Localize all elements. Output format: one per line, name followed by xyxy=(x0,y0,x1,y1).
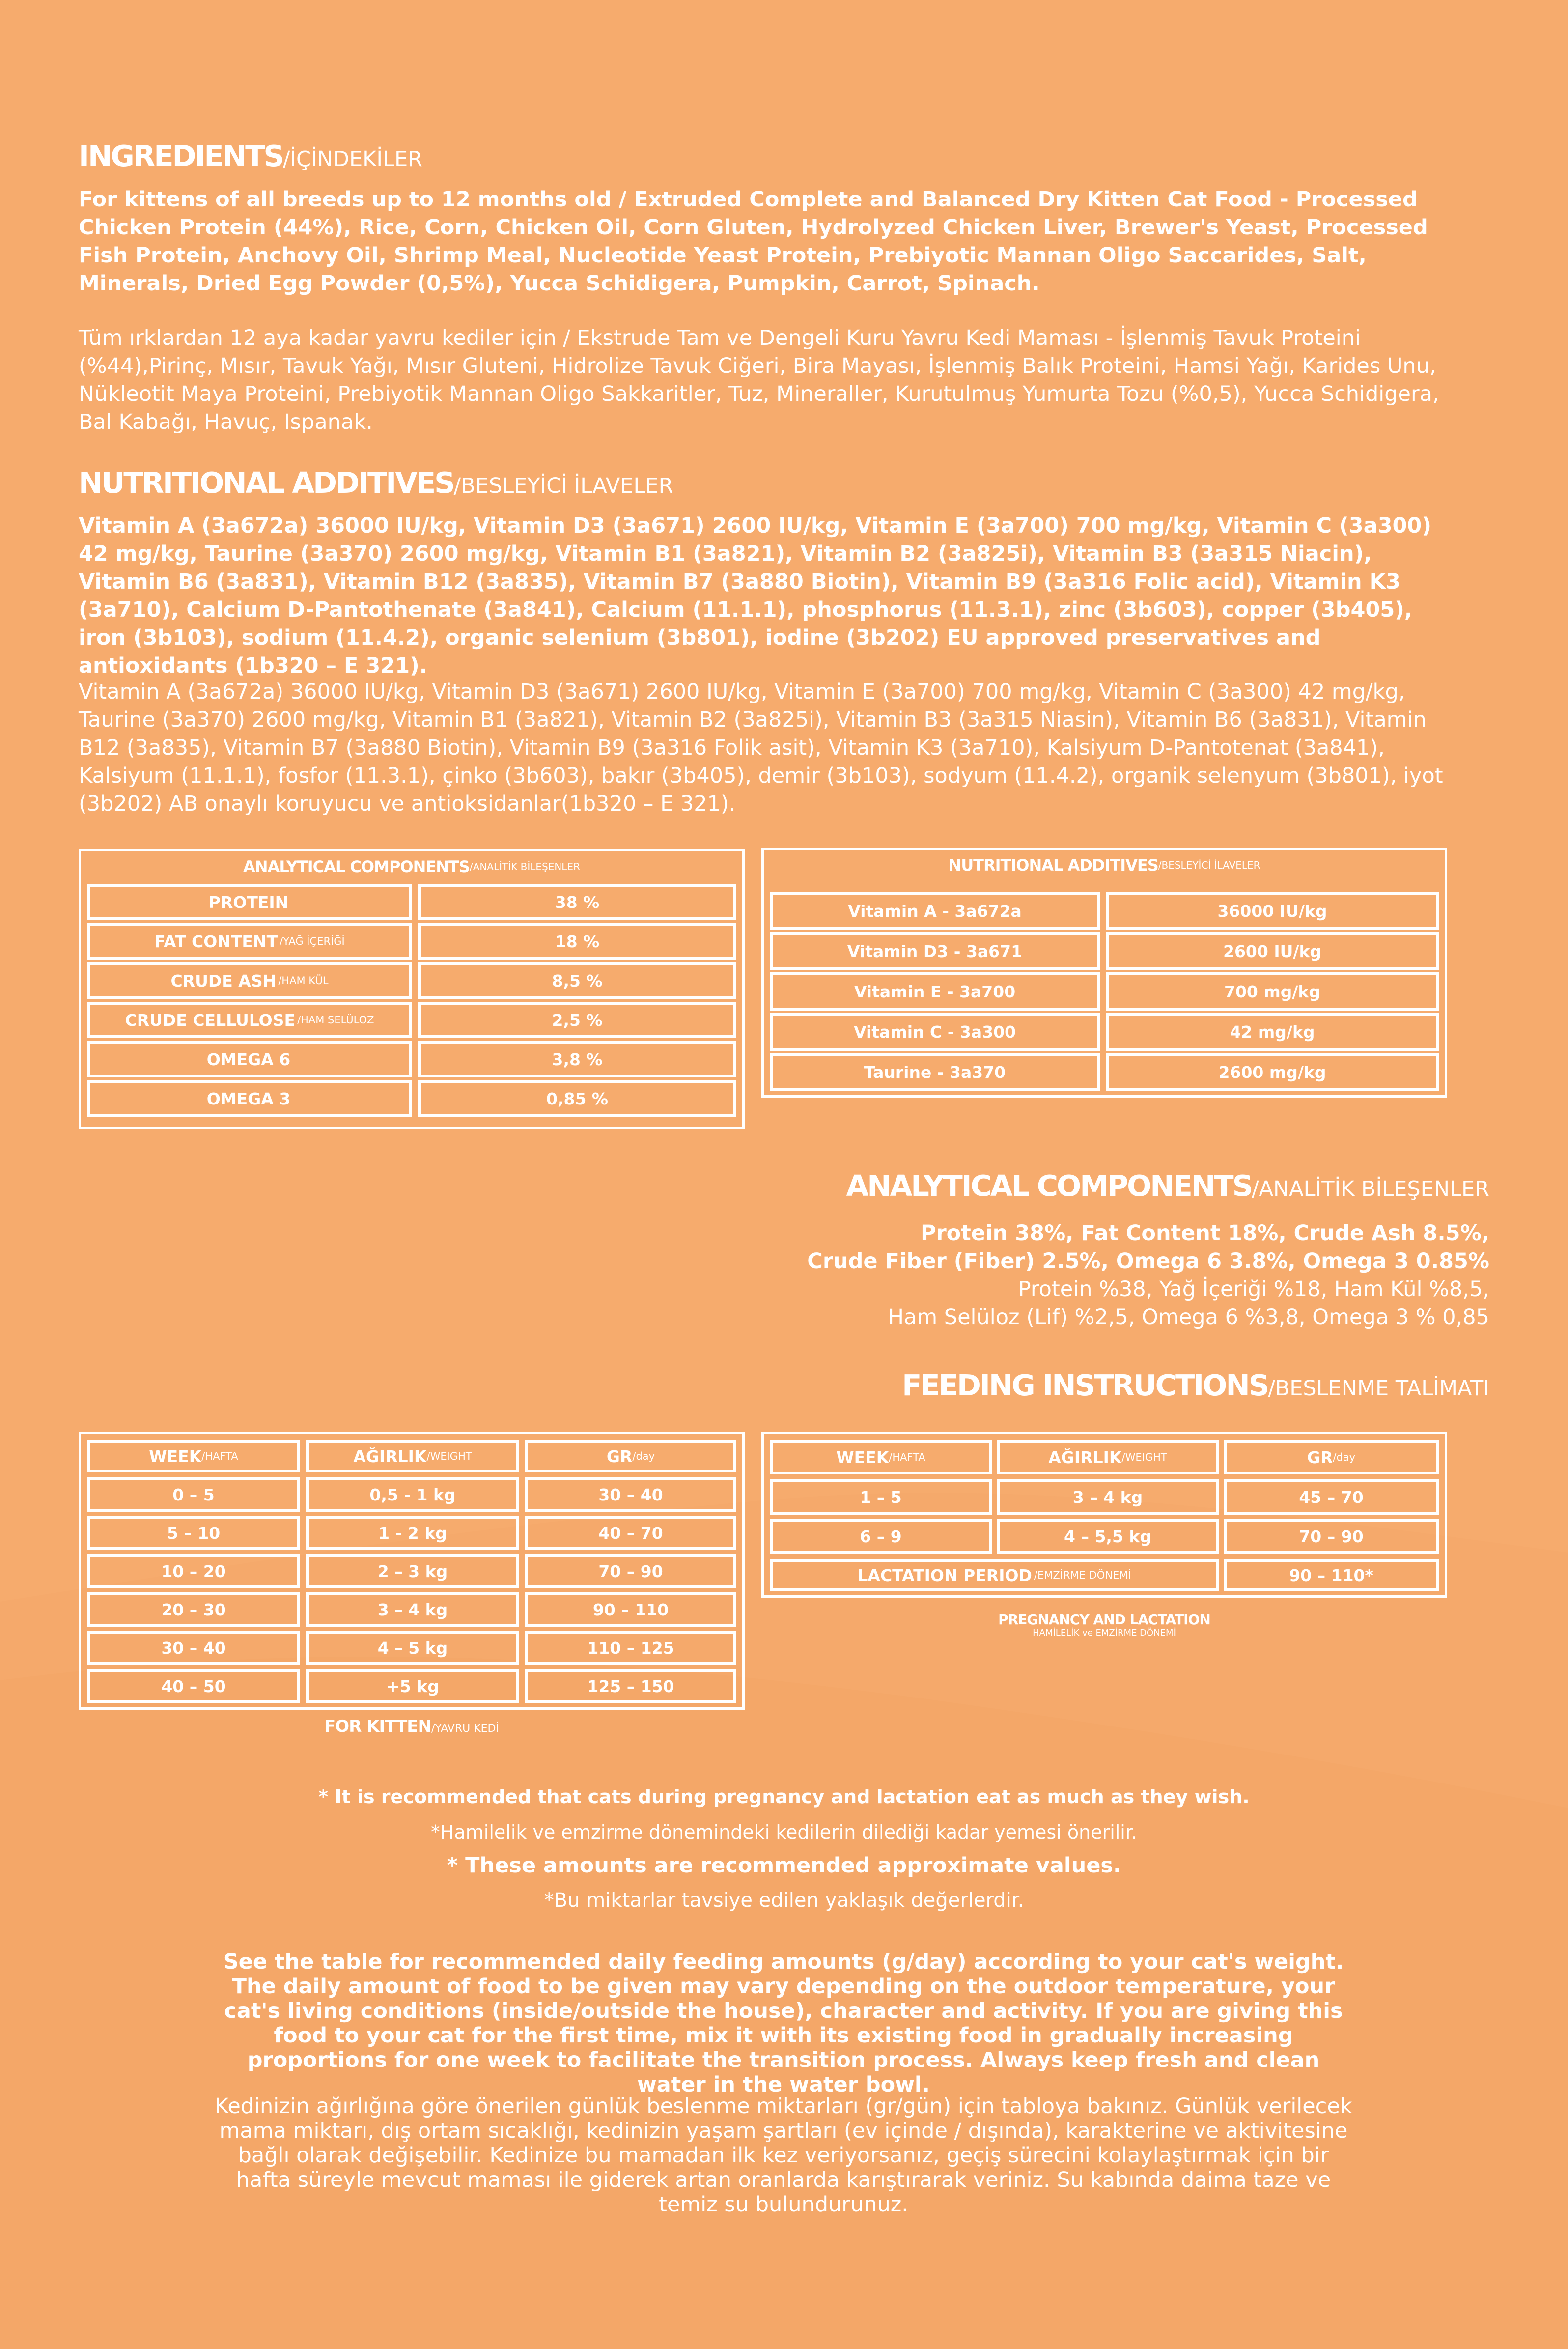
analytical-table-title-tr: /ANALİTİK BİLEŞENLER xyxy=(469,861,580,873)
kitten-row-weight: 1 - 2 kg xyxy=(306,1516,519,1550)
additives-text-en: Vitamin A (3a672a) 36000 IU/kg, Vitamin D3 (3a671) 2600 IU/kg, Vitamin E (3a700) 700 mg/kg, Vitamin C (3a300) 42 mg/kg, Taurine (3a370) 2600 mg/kg, Vitamin B1 (3a821), Vitamin B2 (3a825i), Vitamin B3 (3a315 Niacin), Vitamin B6 (3a831), Vitamin B12 (3a835), Vitamin B7 (3a880 Biotin), Vitamin B9 (3a316 Folic acid), Vitamin K3 (3a710), Calcium D-Pantothenate (3a841), Calcium (11.1.1), phosphorus (11.3.1), zinc (3b603), copper (3b405), iron (3b103), sodium (11.4.2), organic selenium (3b801), iodine (3b202) EU approved preservatives and antioxidants (1b320 – E 321). xyxy=(79,513,1431,678)
preg-header-weight: AĞIRLIK /WEIGHT xyxy=(997,1440,1219,1474)
kitten-header-gr: GR /day xyxy=(525,1440,736,1472)
additives-table-title-tr: /BESLEYİCİ İLAVELER xyxy=(1158,859,1260,871)
kitten-row-week: 10 – 20 xyxy=(87,1554,300,1588)
analytical-line-3: Protein %38, Yağ İçeriği %18, Ham Kül %8,5, xyxy=(1018,1277,1489,1302)
note-pregnancy-tr: *Hamilelik ve emzirme dönemindeki kedilerin dilediği kadar yemesi önerilir. xyxy=(430,1821,1138,1843)
kitten-row-week: 5 – 10 xyxy=(87,1516,300,1550)
additive-label-vit-c: Vitamin C - 3a300 xyxy=(770,1013,1100,1051)
analytical-label-protein: PROTEIN xyxy=(87,884,412,920)
analytical-summary xyxy=(605,1219,1489,1331)
additives-table xyxy=(761,848,1447,1098)
analytical-value-omega3: 0,85 % xyxy=(418,1080,736,1117)
additives-table-title xyxy=(764,850,1445,880)
analytical-value-fat: 18 % xyxy=(418,923,736,960)
kitten-row-weight: 2 – 3 kg xyxy=(306,1554,519,1588)
feeding-guide-en: See the table for recommended daily feeding amounts (g/day) according to your cat's weight. The daily amount of food to be given may vary depending on the outdoor temperature, your cat's living conditions (inside/outside the house), character and activity. If you are giving this food to your cat for the first time, mix it with its existing food in gradually increasing proportions for one week to facilitate the transition process. Always keep fresh and clean water in the water bowl. xyxy=(223,1950,1344,2097)
analytical-value-protein: 38 % xyxy=(418,884,736,920)
note-pregnancy-en: * It is recommended that cats during pregnancy and lactation eat as much as they wish. xyxy=(318,1786,1250,1808)
kitten-row-gr: 70 – 90 xyxy=(525,1554,736,1588)
kitten-header-week: WEEK /HAFTA xyxy=(87,1440,300,1472)
kitten-row-weight: +5 kg xyxy=(306,1669,519,1703)
kitten-row-weight: 3 – 4 kg xyxy=(306,1592,519,1627)
feeding-heading xyxy=(902,1368,1489,1406)
pregnancy-feeding-table xyxy=(761,1432,1447,1598)
note-approx-en: * These amounts are recommended approximate values. xyxy=(447,1853,1121,1878)
ingredients-title-tr: /İÇİNDEKİLER xyxy=(282,147,423,171)
feeding-title: FEEDING INSTRUCTIONS xyxy=(902,1368,1268,1402)
additives-title-tr: /BESLEYİCİ İLAVELER xyxy=(453,474,673,498)
analytical-table xyxy=(79,849,745,1129)
kitten-row-gr: 125 – 150 xyxy=(525,1669,736,1703)
analytical-label-ash: CRUDE ASH /HAM KÜL xyxy=(87,962,412,999)
kitten-row-week: 30 – 40 xyxy=(87,1631,300,1665)
lactation-label: LACTATION PERIOD /EMZİRME DÖNEMİ xyxy=(770,1559,1219,1591)
ingredients-text-en: For kittens of all breeds up to 12 months old / Extruded Complete and Balanced Dry Kitten Cat Food - Processed Chicken Protein (44%), Rice, Corn, Chicken Oil, Corn Gluten, Hydrolyzed Chicken Liver, Brewer's Yeast, Processed Fish Protein, Anchovy Oil, Shrimp Meal, Nucleotide Yeast Protein, Prebiyotic Mannan Oligo Saccarides, Salt, Minerals, Dried Egg Powder (0,5%), Yucca Schidigera, Pumpkin, Carrot, Spinach. xyxy=(79,187,1428,296)
analytical-label-omega3: OMEGA 3 xyxy=(87,1080,412,1117)
analytical-label-cellulose: CRUDE CELLULOSE /HAM SELÜLOZ xyxy=(87,1002,412,1038)
additive-label-vit-a: Vitamin A - 3a672a xyxy=(770,892,1100,930)
kitten-row-gr: 90 – 110 xyxy=(525,1592,736,1627)
additives-title: NUTRITIONAL ADDITIVES xyxy=(79,466,454,500)
kitten-row-week: 40 – 50 xyxy=(87,1669,300,1703)
additive-value-vit-c: 42 mg/kg xyxy=(1106,1013,1439,1051)
analytical-line-1: Protein 38%, Fat Content 18%, Crude Ash 8.5%, xyxy=(920,1221,1489,1245)
analytical-label-omega6: OMEGA 6 xyxy=(87,1041,412,1077)
analytical-value-ash: 8,5 % xyxy=(418,962,736,999)
kitten-row-weight: 4 – 5 kg xyxy=(306,1631,519,1665)
kitten-feeding-table xyxy=(79,1432,745,1710)
additives-heading xyxy=(79,465,673,504)
note-approx-tr: *Bu miktarlar tavsiye edilen yaklaşık değerlerdir. xyxy=(544,1889,1024,1912)
preg-row-gr: 70 – 90 xyxy=(1224,1519,1439,1554)
analytical-value-cellulose: 2,5 % xyxy=(418,1002,736,1038)
analytical-title-tr: /ANALİTİK BİLEŞENLER xyxy=(1252,1177,1489,1201)
analytical-table-title xyxy=(81,851,742,882)
preg-row-week: 6 – 9 xyxy=(770,1519,992,1554)
preg-row-week: 1 – 5 xyxy=(770,1479,992,1515)
feeding-title-tr: /BESLENME TALİMATI xyxy=(1268,1376,1489,1401)
feeding-guide-tr: Kedinizin ağırlığına göre önerilen günlük beslenme miktarları (gr/gün) için tabloya bakınız. Günlük verilecek mama miktarı, dış ortam sıcaklığı, kedinizin yaşam şartları (ev içinde / dışında), karakterine ve aktivitesine bağlı olarak değişebilir. Kedinize bu mamadan ilk kez veriyorsanız, geçiş sürecini kolaylaştırmak için bir hafta süreyle mevcut maması ile giderek artan oranlarda karıştırarak veriniz. Su kabında daima taze ve temiz su bulundurunuz. xyxy=(215,2094,1352,2217)
kitten-row-gr: 30 – 40 xyxy=(525,1477,736,1512)
additive-value-taurine: 2600 mg/kg xyxy=(1106,1053,1439,1091)
analytical-heading xyxy=(846,1168,1489,1207)
kitten-row-gr: 40 – 70 xyxy=(525,1516,736,1550)
preg-row-weight: 3 – 4 kg xyxy=(997,1479,1219,1515)
kitten-row-week: 20 – 30 xyxy=(87,1592,300,1627)
preg-row-gr: 45 – 70 xyxy=(1224,1479,1439,1515)
additive-value-vit-e: 700 mg/kg xyxy=(1106,972,1439,1011)
additive-label-vit-e: Vitamin E - 3a700 xyxy=(770,972,1100,1011)
ingredients-heading xyxy=(79,139,422,177)
analytical-title: ANALYTICAL COMPONENTS xyxy=(846,1169,1252,1203)
additives-table-title-en: NUTRITIONAL ADDITIVES xyxy=(948,856,1158,875)
additive-value-vit-d3: 2600 IU/kg xyxy=(1106,932,1439,970)
additive-value-vit-a: 36000 IU/kg xyxy=(1106,892,1439,930)
kitten-row-weight: 0,5 - 1 kg xyxy=(306,1477,519,1512)
analytical-label-fat: FAT CONTENT /YAĞ İÇERİĞİ xyxy=(87,923,412,960)
kitten-row-gr: 110 – 125 xyxy=(525,1631,736,1665)
analytical-line-2: Crude Fiber (Fiber) 2.5%, Omega 6 3.8%, Omega 3 0.85% xyxy=(807,1249,1489,1274)
ingredients-text-tr: Tüm ırklardan 12 aya kadar yavru kediler için / Ekstrude Tam ve Dengeli Kuru Yavru Kedi Maması - İşlenmiş Tavuk Proteini (%44),Pirinç, Mısır, Tavuk Yağı, Mısır Gluteni, Hidrolize Tavuk Ciğeri, Bira Mayası, İşlenmiş Balık Proteini, Hamsi Yağı, Karides Unu, Nükleotit Maya Proteini, Prebiyotik Mannan Oligo Sakkaritler, Tuz, Mineraller, Kurutulmuş Yumurta Tozu (%0,5), Yucca Schidigera, Bal Kabağı, Havuç, Ispanak. xyxy=(79,326,1439,434)
lactation-value: 90 – 110* xyxy=(1224,1559,1439,1591)
additives-text-tr: Vitamin A (3a672a) 36000 IU/kg, Vitamin D3 (3a671) 2600 IU/kg, Vitamin E (3a700) 700 mg/kg, Vitamin C (3a300) 42 mg/kg, Taurine (3a370) 2600 mg/kg, Vitamin B1 (3a821), Vitamin B2 (3a825i), Vitamin B3 (3a315 Niasin), Vitamin B6 (3a831), Vitamin B12 (3a835), Vitamin B7 (3a880 Biotin), Vitamin B9 (3a316 Folik asit), Vitamin K3 (3a710), Kalsiyum D-Pantotenat (3a841), Kalsiyum (11.1.1), fosfor (11.3.1), çinko (3b603), bakır (3b405), demir (3b103), sodyum (11.4.2), organik selenyum (3b801), iyot (3b202) AB onaylı koruyucu ve antioksidanlar(1b320 – E 321). xyxy=(79,679,1443,816)
analytical-value-omega6: 3,8 % xyxy=(418,1041,736,1077)
additive-label-vit-d3: Vitamin D3 - 3a671 xyxy=(770,932,1100,970)
kitten-row-week: 0 – 5 xyxy=(87,1477,300,1512)
analytical-line-4: Ham Selüloz (Lif) %2,5, Omega 6 %3,8, Omega 3 % 0,85 xyxy=(888,1305,1489,1330)
preg-row-weight: 4 – 5,5 kg xyxy=(997,1519,1219,1554)
kitten-table-caption: FOR KITTEN/YAVRU KEDİ xyxy=(324,1717,499,1736)
additive-label-taurine: Taurine - 3a370 xyxy=(770,1053,1100,1091)
kitten-header-weight: AĞIRLIK /WEIGHT xyxy=(306,1440,519,1472)
analytical-table-title-en: ANALYTICAL COMPONENTS xyxy=(243,857,470,876)
ingredients-title: INGREDIENTS xyxy=(79,139,283,173)
notes xyxy=(0,1783,1568,1914)
pregnancy-table-caption: PREGNANCY AND LACTATION HAMİLELİK ve EMZİRME DÖNEMİ xyxy=(998,1612,1210,1638)
preg-header-gr: GR /day xyxy=(1224,1440,1439,1474)
preg-header-week: WEEK /HAFTA xyxy=(770,1440,992,1474)
